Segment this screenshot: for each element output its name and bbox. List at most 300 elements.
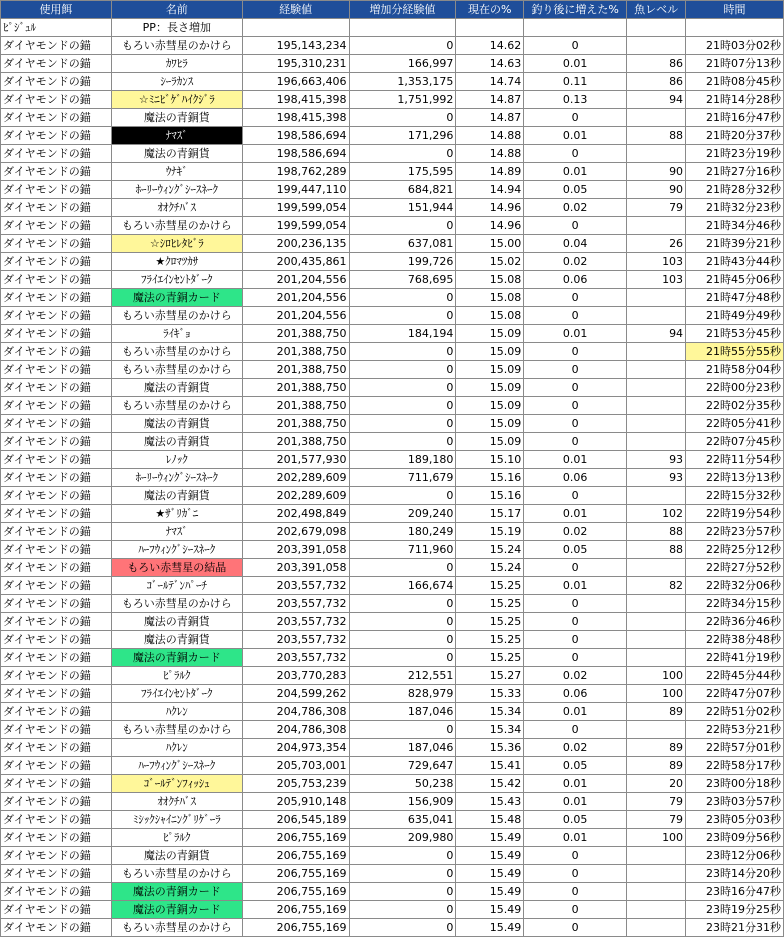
pct-cell: 15.00 (456, 235, 524, 253)
table-row (1, 55, 784, 73)
level-cell (627, 865, 686, 883)
time-cell: 23時00分18秒 (686, 775, 784, 793)
name-cell: ﾊｰﾌｳｨﾝｸﾞｼｰｽﾈｰｸ (111, 757, 242, 775)
pct-cell: 15.09 (456, 397, 524, 415)
rod-cell: ダイヤモンドの錨 (1, 883, 112, 901)
header-row (1, 1, 784, 19)
pct-cell: 14.96 (456, 217, 524, 235)
pct-cell: 15.08 (456, 271, 524, 289)
name-cell: もろい赤彗星のかけら (111, 397, 242, 415)
level-cell (627, 559, 686, 577)
exp-cell: 198,586,694 (242, 127, 349, 145)
level-cell (627, 595, 686, 613)
pct-cell: 15.08 (456, 289, 524, 307)
inc-cell: 0.01 (524, 505, 627, 523)
pct-cell (456, 19, 524, 37)
name-cell: ﾎｰﾘｰｳｨﾝｸﾞｼｰｽﾈｰｸ (111, 181, 242, 199)
table-row (1, 451, 784, 469)
table-row (1, 271, 784, 289)
rod-cell: ダイヤモンドの錨 (1, 901, 112, 919)
level-cell: 20 (627, 775, 686, 793)
pct-cell: 15.34 (456, 721, 524, 739)
pct-cell: 14.74 (456, 73, 524, 91)
name-cell: もろい赤彗星のかけら (111, 721, 242, 739)
time-cell: 22時19分54秒 (686, 505, 784, 523)
inc-cell: 0 (524, 397, 627, 415)
name-cell: ﾚﾉｯｸ (111, 451, 242, 469)
level-cell (627, 289, 686, 307)
table-row (1, 595, 784, 613)
name-cell: もろい赤彗星のかけら (111, 361, 242, 379)
inc-cell: 0 (524, 289, 627, 307)
name-cell: ｼｰﾗｶﾝｽ (111, 73, 242, 91)
gain-cell: 156,909 (349, 793, 456, 811)
exp-cell: 199,447,110 (242, 181, 349, 199)
level-cell: 103 (627, 253, 686, 271)
rod-cell: ダイヤモンドの錨 (1, 793, 112, 811)
inc-cell: 0.02 (524, 667, 627, 685)
pct-cell: 15.49 (456, 865, 524, 883)
time-cell: 22時53分21秒 (686, 721, 784, 739)
gain-cell: 828,979 (349, 685, 456, 703)
level-cell (627, 631, 686, 649)
table-row (1, 883, 784, 901)
level-cell (627, 343, 686, 361)
inc-cell: 0.06 (524, 271, 627, 289)
pct-cell: 15.25 (456, 631, 524, 649)
rod-cell: ダイヤモンドの錨 (1, 757, 112, 775)
time-cell: 22時02分35秒 (686, 397, 784, 415)
table-row (1, 811, 784, 829)
time-cell: 22時23分57秒 (686, 523, 784, 541)
time-cell: 22時36分46秒 (686, 613, 784, 631)
pct-cell: 15.36 (456, 739, 524, 757)
exp-cell (242, 19, 349, 37)
table-row (1, 919, 784, 937)
pct-cell: 15.10 (456, 451, 524, 469)
exp-cell: 204,786,308 (242, 703, 349, 721)
time-cell: 21時08分45秒 (686, 73, 784, 91)
table-row (1, 559, 784, 577)
name-cell: 魔法の青銅貨 (111, 613, 242, 631)
time-cell: 21時16分47秒 (686, 109, 784, 127)
rod-cell: ダイヤモンドの錨 (1, 415, 112, 433)
table-row (1, 19, 784, 37)
time-cell: 21時43分44秒 (686, 253, 784, 271)
table-row (1, 235, 784, 253)
table-row (1, 127, 784, 145)
inc-cell: 0.01 (524, 451, 627, 469)
time-cell: 23時16分47秒 (686, 883, 784, 901)
rod-cell: ダイヤモンドの錨 (1, 199, 112, 217)
pct-cell: 15.08 (456, 307, 524, 325)
name-cell: もろい赤彗星の結晶 (111, 559, 242, 577)
gain-cell: 0 (349, 883, 456, 901)
gain-cell: 637,081 (349, 235, 456, 253)
level-cell (627, 883, 686, 901)
time-cell: 21時45分06秒 (686, 271, 784, 289)
inc-cell: 0.01 (524, 703, 627, 721)
time-cell: 21時27分16秒 (686, 163, 784, 181)
exp-cell: 203,557,732 (242, 613, 349, 631)
level-cell (627, 433, 686, 451)
time-cell: 21時32分23秒 (686, 199, 784, 217)
time-cell: 21時34分46秒 (686, 217, 784, 235)
rod-cell: ダイヤモンドの錨 (1, 649, 112, 667)
exp-cell: 202,498,849 (242, 505, 349, 523)
rod-cell: ダイヤモンドの錨 (1, 595, 112, 613)
inc-cell: 0.04 (524, 235, 627, 253)
exp-cell: 196,663,406 (242, 73, 349, 91)
table-row (1, 757, 784, 775)
pct-cell: 15.09 (456, 433, 524, 451)
inc-cell: 0 (524, 109, 627, 127)
gain-cell: 0 (349, 865, 456, 883)
gain-cell: 0 (349, 595, 456, 613)
time-cell: 21時03分02秒 (686, 37, 784, 55)
exp-cell: 206,545,189 (242, 811, 349, 829)
inc-cell: 0 (524, 433, 627, 451)
time-cell: 22時34分15秒 (686, 595, 784, 613)
table-body (1, 19, 784, 937)
exp-cell: 198,586,694 (242, 145, 349, 163)
exp-cell: 206,755,169 (242, 919, 349, 937)
name-cell: ﾐｼｯｸｼｬｲﾆﾝｸﾞﾘｹﾞｰﾗ (111, 811, 242, 829)
name-cell: 魔法の青銅貨 (111, 145, 242, 163)
exp-cell: 201,204,556 (242, 289, 349, 307)
pct-cell: 14.96 (456, 199, 524, 217)
rod-cell: ダイヤモンドの錨 (1, 721, 112, 739)
inc-cell: 0.01 (524, 55, 627, 73)
pct-cell: 15.25 (456, 649, 524, 667)
pct-cell: 15.49 (456, 919, 524, 937)
time-cell: 22時25分12秒 (686, 541, 784, 559)
level-cell: 100 (627, 667, 686, 685)
inc-cell: 0.01 (524, 775, 627, 793)
inc-cell: 0.11 (524, 73, 627, 91)
table-row (1, 505, 784, 523)
time-cell: 21時47分48秒 (686, 289, 784, 307)
col-header-level: 魚レベル (627, 1, 686, 19)
inc-cell: 0.06 (524, 685, 627, 703)
rod-cell: ダイヤモンドの錨 (1, 865, 112, 883)
exp-cell: 203,557,732 (242, 649, 349, 667)
name-cell: PP：長さ増加 (111, 19, 242, 37)
name-cell: ｵｵｸﾁﾊﾞｽ (111, 199, 242, 217)
exp-cell: 202,289,609 (242, 469, 349, 487)
level-cell (627, 649, 686, 667)
gain-cell: 199,726 (349, 253, 456, 271)
inc-cell: 0 (524, 595, 627, 613)
level-cell: 89 (627, 703, 686, 721)
rod-cell: ダイヤモンドの錨 (1, 397, 112, 415)
table-row (1, 631, 784, 649)
name-cell: もろい赤彗星のかけら (111, 343, 242, 361)
rod-cell: ダイヤモンドの錨 (1, 505, 112, 523)
rod-cell: ダイヤモンドの錨 (1, 109, 112, 127)
exp-cell: 198,762,289 (242, 163, 349, 181)
gain-cell: 209,980 (349, 829, 456, 847)
time-cell: 22時38分48秒 (686, 631, 784, 649)
table-row (1, 577, 784, 595)
pct-cell: 15.49 (456, 829, 524, 847)
table-row (1, 703, 784, 721)
pct-cell: 14.87 (456, 109, 524, 127)
level-cell (627, 37, 686, 55)
name-cell: もろい赤彗星のかけら (111, 919, 242, 937)
time-cell: 21時14分28秒 (686, 91, 784, 109)
name-cell: 魔法の青銅カード (111, 649, 242, 667)
exp-cell: 203,391,058 (242, 559, 349, 577)
gain-cell: 0 (349, 361, 456, 379)
rod-cell: ダイヤモンドの錨 (1, 55, 112, 73)
pct-cell: 15.16 (456, 487, 524, 505)
level-cell: 93 (627, 451, 686, 469)
inc-cell: 0 (524, 343, 627, 361)
pct-cell: 15.43 (456, 793, 524, 811)
name-cell: 魔法の青銅カード (111, 289, 242, 307)
name-cell: ﾋﾟﾗﾙｸ (111, 667, 242, 685)
inc-cell: 0.01 (524, 127, 627, 145)
gain-cell: 635,041 (349, 811, 456, 829)
inc-cell: 0.05 (524, 757, 627, 775)
level-cell: 86 (627, 55, 686, 73)
pct-cell: 15.33 (456, 685, 524, 703)
time-cell: 23時21分31秒 (686, 919, 784, 937)
inc-cell: 0 (524, 847, 627, 865)
exp-cell: 202,679,098 (242, 523, 349, 541)
time-cell: 23時03分57秒 (686, 793, 784, 811)
pct-cell: 14.94 (456, 181, 524, 199)
gain-cell: 0 (349, 919, 456, 937)
time-cell: 21時20分37秒 (686, 127, 784, 145)
table-row (1, 487, 784, 505)
time-cell: 22時47分07秒 (686, 685, 784, 703)
pct-cell: 15.25 (456, 577, 524, 595)
exp-cell: 204,599,262 (242, 685, 349, 703)
table-row (1, 217, 784, 235)
gain-cell: 1,751,992 (349, 91, 456, 109)
exp-cell: 201,388,750 (242, 361, 349, 379)
inc-cell: 0.06 (524, 469, 627, 487)
exp-cell: 201,388,750 (242, 397, 349, 415)
exp-cell: 201,388,750 (242, 415, 349, 433)
pct-cell: 15.27 (456, 667, 524, 685)
exp-cell: 199,599,054 (242, 199, 349, 217)
exp-cell: 201,388,750 (242, 325, 349, 343)
gain-cell: 0 (349, 649, 456, 667)
table-row (1, 415, 784, 433)
name-cell: ｶﾜﾋﾗ (111, 55, 242, 73)
table-row (1, 865, 784, 883)
inc-cell: 0 (524, 379, 627, 397)
inc-cell: 0.13 (524, 91, 627, 109)
rod-cell: ダイヤモンドの錨 (1, 703, 112, 721)
col-header-name: 名前 (111, 1, 242, 19)
inc-cell: 0 (524, 901, 627, 919)
time-cell: 22時51分02秒 (686, 703, 784, 721)
level-cell: 79 (627, 199, 686, 217)
exp-cell: 203,391,058 (242, 541, 349, 559)
rod-cell: ダイヤモンドの錨 (1, 541, 112, 559)
inc-cell: 0 (524, 361, 627, 379)
table-row (1, 523, 784, 541)
level-cell: 79 (627, 811, 686, 829)
table-row (1, 829, 784, 847)
table-row (1, 361, 784, 379)
inc-cell: 0.05 (524, 541, 627, 559)
col-header-rod: 使用餌 (1, 1, 112, 19)
rod-cell: ダイヤモンドの錨 (1, 523, 112, 541)
table-row (1, 649, 784, 667)
gain-cell: 0 (349, 397, 456, 415)
level-cell (627, 217, 686, 235)
table-row (1, 325, 784, 343)
pct-cell: 15.09 (456, 415, 524, 433)
exp-cell: 195,143,234 (242, 37, 349, 55)
name-cell: ﾅﾏｽﾞ (111, 523, 242, 541)
name-cell: 魔法の青銅貨 (111, 433, 242, 451)
level-cell: 94 (627, 325, 686, 343)
gain-cell: 187,046 (349, 703, 456, 721)
level-cell: 100 (627, 685, 686, 703)
time-cell: 23時19分25秒 (686, 901, 784, 919)
gain-cell: 171,296 (349, 127, 456, 145)
inc-cell: 0.01 (524, 829, 627, 847)
gain-cell: 0 (349, 613, 456, 631)
gain-cell: 209,240 (349, 505, 456, 523)
gain-cell: 0 (349, 415, 456, 433)
inc-cell: 0.02 (524, 739, 627, 757)
level-cell (627, 721, 686, 739)
gain-cell: 0 (349, 901, 456, 919)
exp-cell: 201,204,556 (242, 271, 349, 289)
name-cell: ﾗｲｷﾞｮ (111, 325, 242, 343)
name-cell: 魔法の青銅貨 (111, 109, 242, 127)
table-row (1, 397, 784, 415)
inc-cell: 0 (524, 919, 627, 937)
pct-cell: 15.16 (456, 469, 524, 487)
time-cell: 21時23分19秒 (686, 145, 784, 163)
level-cell (627, 487, 686, 505)
col-header-pct: 現在の% (456, 1, 524, 19)
pct-cell: 15.49 (456, 901, 524, 919)
rod-cell: ダイヤモンドの錨 (1, 307, 112, 325)
exp-cell: 206,755,169 (242, 901, 349, 919)
rod-cell: ダイヤモンドの錨 (1, 163, 112, 181)
rod-cell: ダイヤモンドの錨 (1, 487, 112, 505)
rod-cell: ダイヤモンドの錨 (1, 325, 112, 343)
exp-cell: 202,289,609 (242, 487, 349, 505)
pct-cell: 15.09 (456, 325, 524, 343)
rod-cell: ダイヤモンドの錨 (1, 379, 112, 397)
gain-cell: 768,695 (349, 271, 456, 289)
exp-cell: 206,755,169 (242, 847, 349, 865)
table-row (1, 685, 784, 703)
inc-cell: 0 (524, 613, 627, 631)
rod-cell: ダイヤモンドの錨 (1, 847, 112, 865)
exp-cell: 204,973,354 (242, 739, 349, 757)
table-row (1, 433, 784, 451)
table-row (1, 199, 784, 217)
rod-cell: ダイヤモンドの錨 (1, 775, 112, 793)
exp-cell: 206,755,169 (242, 865, 349, 883)
name-cell: ﾌﾗｲｴｲﾝｾﾝﾄﾀﾞｰｸ (111, 271, 242, 289)
time-cell: 22時27分52秒 (686, 559, 784, 577)
col-header-exp: 経験値 (242, 1, 349, 19)
name-cell: もろい赤彗星のかけら (111, 307, 242, 325)
exp-cell: 201,388,750 (242, 433, 349, 451)
inc-cell: 0 (524, 721, 627, 739)
rod-cell: ダイヤモンドの錨 (1, 559, 112, 577)
gain-cell: 1,353,175 (349, 73, 456, 91)
gain-cell: 729,647 (349, 757, 456, 775)
name-cell: もろい赤彗星のかけら (111, 865, 242, 883)
exp-cell: 199,599,054 (242, 217, 349, 235)
time-cell: 23時14分20秒 (686, 865, 784, 883)
rod-cell: ダイヤモンドの錨 (1, 685, 112, 703)
pct-cell: 15.25 (456, 595, 524, 613)
table-row (1, 289, 784, 307)
table-row (1, 775, 784, 793)
gain-cell: 0 (349, 487, 456, 505)
table-row (1, 37, 784, 55)
pct-cell: 15.24 (456, 541, 524, 559)
pct-cell: 15.25 (456, 613, 524, 631)
col-header-inc: 釣り後に増えた% (524, 1, 627, 19)
time-cell: 21時39分21秒 (686, 235, 784, 253)
name-cell: ｵｵｸﾁﾊﾞｽ (111, 793, 242, 811)
pct-cell: 14.88 (456, 127, 524, 145)
gain-cell: 0 (349, 847, 456, 865)
level-cell: 102 (627, 505, 686, 523)
time-cell: 22時00分23秒 (686, 379, 784, 397)
gain-cell: 0 (349, 343, 456, 361)
table-row (1, 793, 784, 811)
inc-cell: 0.01 (524, 577, 627, 595)
pct-cell: 15.41 (456, 757, 524, 775)
name-cell: もろい赤彗星のかけら (111, 217, 242, 235)
pct-cell: 15.19 (456, 523, 524, 541)
time-cell (686, 19, 784, 37)
exp-cell: 203,770,283 (242, 667, 349, 685)
rod-cell: ダイヤモンドの錨 (1, 343, 112, 361)
gain-cell: 166,997 (349, 55, 456, 73)
inc-cell: 0 (524, 883, 627, 901)
pct-cell: 15.02 (456, 253, 524, 271)
time-cell: 22時15分32秒 (686, 487, 784, 505)
exp-cell: 200,435,861 (242, 253, 349, 271)
rod-cell: ダイヤモンドの錨 (1, 469, 112, 487)
inc-cell: 0 (524, 307, 627, 325)
inc-cell: 0.01 (524, 325, 627, 343)
level-cell (627, 361, 686, 379)
level-cell (627, 397, 686, 415)
level-cell (627, 415, 686, 433)
table-row (1, 73, 784, 91)
exp-cell: 203,557,732 (242, 631, 349, 649)
gain-cell: 187,046 (349, 739, 456, 757)
time-cell: 22時41分19秒 (686, 649, 784, 667)
table-row (1, 667, 784, 685)
rod-cell: ダイヤモンドの錨 (1, 361, 112, 379)
time-cell: 22時11分54秒 (686, 451, 784, 469)
inc-cell: 0.05 (524, 181, 627, 199)
inc-cell: 0.01 (524, 793, 627, 811)
gain-cell: 711,960 (349, 541, 456, 559)
exp-cell: 198,415,398 (242, 109, 349, 127)
pct-cell: 14.88 (456, 145, 524, 163)
